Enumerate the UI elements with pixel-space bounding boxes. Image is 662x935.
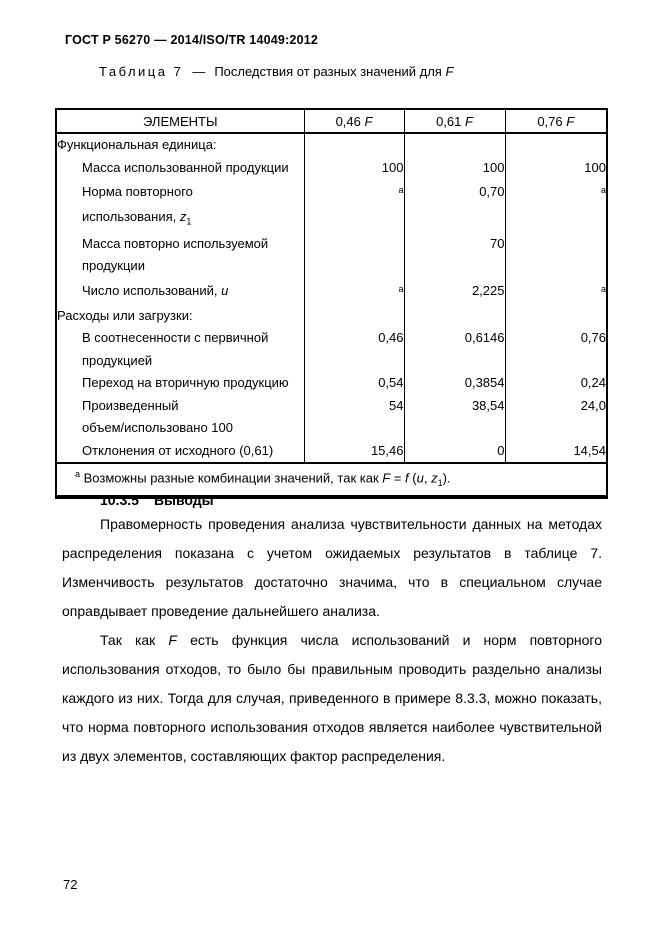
row-label-cell: Функциональная единица: — [56, 133, 304, 157]
row-value-cell: 0,46 — [304, 327, 404, 350]
table-caption-variable: F — [445, 64, 454, 79]
row-label-cell: В соотнесенности с первичной — [56, 327, 304, 350]
row-value-cell — [505, 255, 607, 278]
table-header-row — [56, 109, 607, 133]
row-value-cell — [304, 255, 404, 278]
table-7 — [55, 108, 608, 499]
row-value-cell — [505, 206, 607, 233]
table-row — [56, 372, 607, 395]
row-value-cell: 0,70 — [404, 179, 505, 206]
row-label-cell: Масса повторно используемой — [56, 233, 304, 256]
paragraph-2: Так как F есть функция числа использований и норм повторного использования отходов, то было бы правильным проводить раздельно анализы каждого из них. Тогда для случая, приведенного в примере 8.3.3, можно показать, что норма повторного использования отходов является наиболее чувствительной из двух элементов, составляющих фактор распределения. — [62, 632, 602, 764]
row-value-cell: 15,46 — [304, 440, 404, 464]
row-value-cell — [505, 133, 607, 157]
row-value-cell: 0,24 — [580, 375, 606, 391]
row-label-cell: Переход на вторичную продукцию — [56, 372, 304, 395]
table-row — [56, 179, 607, 206]
table-row — [56, 395, 607, 418]
row-label-cell: Произведенный — [56, 395, 304, 418]
col-header-061F: 0,61 F — [404, 109, 505, 133]
row-value-cell: 0,6146 — [404, 327, 505, 350]
table-row — [56, 350, 607, 373]
section-heading — [100, 492, 214, 508]
row-value-cell — [304, 350, 404, 373]
row-label-cell: Число использований, u — [56, 278, 304, 305]
row-value-cell — [404, 255, 505, 278]
row-label-cell: использования, $z_1$ — [56, 206, 304, 233]
table-row — [56, 327, 607, 350]
footnote-marker: a — [600, 185, 606, 195]
table-row — [56, 255, 607, 278]
row-value-cell: 100 — [404, 157, 505, 180]
row-label-cell: продукцией — [56, 350, 304, 373]
table-row — [56, 206, 607, 233]
table-row — [56, 133, 607, 157]
table-caption-text: Последствия от разных значений для — [214, 64, 446, 79]
footnote-marker: a — [398, 283, 404, 294]
row-value-cell: 0,3854 — [404, 372, 505, 395]
doc-header: ГОСТ Р 56270 — 2014/ISO/TR 14049:2012 — [65, 33, 319, 47]
table-caption-dash: — — [192, 64, 206, 79]
row-value-cell — [505, 350, 607, 373]
table-row — [56, 440, 607, 464]
row-value-cell — [304, 305, 404, 328]
row-value-cell — [404, 350, 505, 373]
row-value-cell: 70 — [404, 233, 505, 256]
row-value-cell: 0 — [404, 440, 505, 464]
footnote-marker: a — [600, 283, 606, 294]
row-value-cell — [304, 179, 404, 206]
col-header-elements: ЭЛЕМЕНТЫ — [56, 109, 304, 133]
row-value-cell — [505, 417, 607, 440]
row-value-cell — [404, 206, 505, 233]
table-row — [56, 157, 607, 180]
row-label-cell: объем/использовано 100 — [56, 417, 304, 440]
table-row — [56, 278, 607, 305]
row-label-cell: продукции — [56, 255, 304, 278]
row-label-cell: Отклонения от исходного (0,61) — [56, 440, 304, 464]
row-value-cell — [505, 233, 607, 256]
footnote-marker: a — [75, 469, 81, 480]
row-value-cell: 100 — [304, 157, 404, 180]
row-value-cell — [505, 179, 607, 206]
row-value-cell: 0,76 — [580, 330, 606, 346]
row-value-cell: 2,225 — [404, 278, 505, 305]
section-number: 10.3.5 — [100, 492, 139, 508]
row-value-cell: 0,54 — [304, 372, 404, 395]
row-value-cell — [404, 417, 505, 440]
row-value-cell — [404, 133, 505, 157]
row-value-cell: 24,0 — [580, 397, 606, 413]
row-label-cell: Масса использованной продукции — [56, 157, 304, 180]
col-header-046F: 0,46 F — [304, 109, 404, 133]
row-value-cell — [404, 305, 505, 328]
row-value-cell — [304, 417, 404, 440]
row-label-cell: Расходы или загрузки: — [56, 305, 304, 328]
col-header-076F: 0,76 F — [505, 109, 607, 133]
row-value-cell — [304, 133, 404, 157]
row-value-cell: 100 — [584, 159, 606, 175]
row-value-cell: 14,54 — [573, 442, 606, 458]
row-value-cell — [505, 305, 607, 328]
paragraph-1: Правомерность проведения анализа чувствительности данных на методах распределения показана с учетом ожидаемых результатов в таблице 7. Изменчивость результатов достаточно значима, что в специальном случае оправдывает проведение дальнейшего анализа. — [62, 516, 602, 619]
section-title: Выводы — [153, 492, 214, 508]
row-label-cell: Норма повторного — [56, 179, 304, 206]
table-footnote: $^a$ Возможны разные комбинации значений, так как F = f (u, $z_1$). — [56, 463, 607, 497]
row-value-cell: 38,54 — [404, 395, 505, 418]
row-value-cell: 54 — [304, 395, 404, 418]
table-caption — [99, 64, 453, 79]
page-number: 72 — [63, 877, 78, 892]
table-caption-label: Таблица 7 — [99, 64, 184, 79]
body-text — [62, 510, 602, 771]
row-value-cell — [304, 278, 404, 305]
table-row — [56, 233, 607, 256]
variable-F: F — [168, 632, 177, 648]
table-7-wrapper — [55, 108, 608, 499]
footnote-marker: a — [398, 185, 404, 195]
table-row — [56, 417, 607, 440]
table-row — [56, 305, 607, 328]
row-value-cell — [304, 233, 404, 256]
row-value-cell — [304, 206, 404, 233]
row-value-cell — [505, 278, 607, 305]
